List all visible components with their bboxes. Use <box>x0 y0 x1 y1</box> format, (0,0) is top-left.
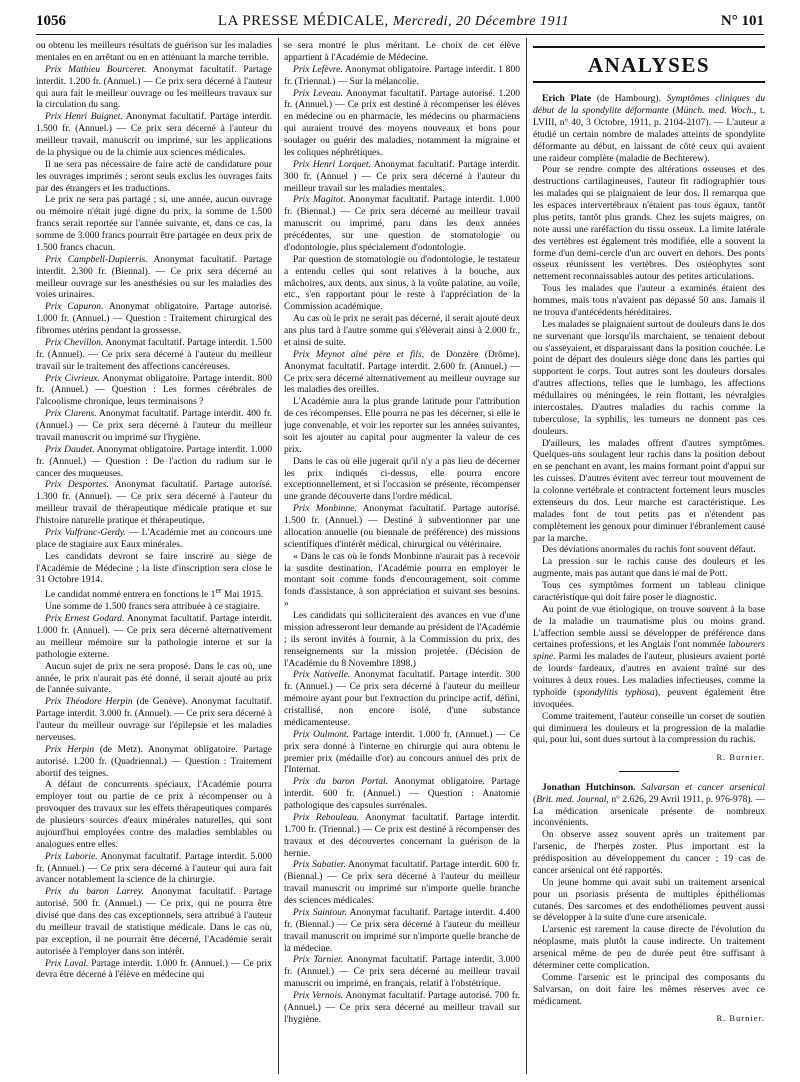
paragraph: Prix Lefèvre. Anonymat obligatoire. Partage interdit. 1 800 fr. (Triennal.) — Sur la mélancolie. <box>284 63 520 87</box>
paragraph: Prix Henri Lorquet. Anonymat facultatif. Partage interdit. 300 fr. (Annuel ) — Ce prix sera décerné à l'auteur du meilleur travail sur les maladies mentales. <box>284 158 520 194</box>
paragraph: Dans le cas où elle jugerait qu'il n'y a pas lieu de décerner les prix indiqués ci-dessus, elle pourra encore exceptionnellement, et si l'occasion se présente, récompenser une grande découverte dans l'ordre médical. <box>284 455 520 503</box>
paragraph: « Dans le cas où le fonds Monbinne n'aurait pas à recevoir la susdite destination, l'Académie pourra en employer le montant soit comme fonds d'encouragement, soit comme fonds d'assistance, à son appréciation et suivant ses besoins. » <box>284 550 520 610</box>
paragraph: Prix Vernois. Anonymat facultatif. Partage autorisé. 700 fr. (Annuel.) — Ce prix sera décerné au meilleur travail sur l'hygiène. <box>284 990 520 1025</box>
paragraph: Les candidats qui solliciteraient des avances en vue d'une mission adresseront leur demande au président de l'Académie ; ils seront invités à fournir, à la Commission du prix, des renseignements sur la mission projetée. (Décision de l'Académie du 8 Novembre 1898.) <box>284 610 520 669</box>
paragraph: Erich Plate (de Hambourg). Symptômes cliniques du début de la spondylite déformante (Münch. med. Woch., t. LVIII, n° 40, 3 Octobre, 1911, p. 2104-2107). — L'auteur a étudié un certain nombre de malades atteints de spondylite déformante au début, en laissant de côté ceux qui avaient une raideur complète (maladie de Bechterew). <box>533 93 765 164</box>
issue-number: N° 101 <box>720 12 764 29</box>
paragraph: D'ailleurs, les malades offrent d'autres symptômes. Quelques-uns soulagent leur rachis dans la position debout en se penchant en avant, les mains formant point d'appui sur les cuisses. D'autres évitent avec terreur tout mouvement de la colonne vertébrale et contractent fortement leurs muscles extenseurs du dos. Leur marche est caractéristique. Les malades font de tout petits pas et n'étendent pas complètement les genoux pour diminuer l'ébranlement causé par la marche. <box>533 437 765 544</box>
paragraph: Prix du baron Larrey. Anonymat facultatif. Partage autorisé. 500 fr. (Annuel.) — Ce prix, qui ne pourra être divisé que dans des cas exceptionnels, sera attribué à l'auteur du meilleur travail de statistique médicale. Dans le cas où, par exception, il ne pourrait être décerné, l'Académie serait autorisée à l'employer dans son intérêt. <box>36 886 272 957</box>
paragraph: Prix Tarnier. Anonymat facultatif. Partage interdit. 3.000 fr. (Annuel.) — Ce prix sera décerné au meilleur travail manuscrit ou imprimé, en français, relatif à l'obstétrique. <box>284 954 520 990</box>
paragraph: Par question de stomatologie ou d'odontologie, le testateur a entendu celles qui sont relatives à la bouche, aux mâchoires, aux dents, aux sinus, à la voûte palatine, au voile, etc., s'en rapportant pour le reste à l'appréciation de la Commission académique. <box>284 253 520 313</box>
page-header <box>36 8 764 35</box>
paragraph: Il ne sera pas nécessaire de faire acte de candidature pour les ouvrages imprimés ; seront seuls exclus les ouvrages faits par des étrangers et les traductions. <box>36 158 272 194</box>
paragraph: Prix Ernest Godard. Anonymat facultatif. Partage interdit. 1.000 fr. (Annuel). — Ce prix sera décerné alternativement au meilleur mémoire sur la pathologie interne et sur la pathologie externe. <box>36 613 272 660</box>
paragraph: Comme traitement, l'auteur conseille un corset de soutien qui diminuera les douleurs et la progression de la maladie qui, pour lui, sont dues surtout à la compression du rachis. <box>533 710 765 746</box>
paragraph: Comme l'arsenic est le principal des composants du Salvarsan, on doit faire les mêmes réserves avec ce médicament. <box>533 971 765 1007</box>
journal-name: LA PRESSE MÉDICALE, <box>217 12 389 29</box>
paragraph: Prix Campbell-Dupierris. Anonymat facultatif. Partage interdit. 2.300 fr. (Biennal). — Ce prix sera décerné au meilleur ouvrage sur les anesthésies ou sur les maladies des voies urinaires. <box>36 253 272 301</box>
journal-title <box>218 13 569 30</box>
paragraph: Prix Rebouleau. Anonymat facultatif. Partage interdit. 1.700 fr. (Triennal.) — Ce prix est destiné à récompenser des travaux et des découvertes concernant la guérison de la hernie. <box>284 811 520 859</box>
paragraph: Prix du baron Portal. Anonymat obligatoire. Partage interdit. 600 fr. (Annuel.) — Question : Anatomie pathologique des capsules surrénales. <box>284 776 520 811</box>
paragraph: Au point de vue étiologique, on trouve souvent à la base de la maladie un traumatisme plus ou moins grand. L'affection semble aussi se développer de préférence dans certaines professions, et les Anglais l'ont nommée labourers spine. Parmi les malades de l'auteur, plusieurs avaient porté de lourds fardeaux, d'autres en avaient traîné sur des voitures à deux roues. Les maladies infectieuses, comme la typhoïde (spondylitis typhosa), peuvent également être invoquées. <box>533 603 765 710</box>
paragraph: On observe assez souvent après un traitement par l'arsenic, de l'herpès zoster. Plus important est la prédisposition au développement du cancer ; 19 cas de cancer arsenical ont été rapportés. <box>533 829 765 876</box>
paragraph: Prix Clarens. Anonymat facultatif. Partage interdit. 400 fr. (Annuel.) — Ce prix sera décerné à l'auteur du meilleur travail manuscrit ou imprimé sur l'hygiène. <box>36 408 272 443</box>
article-separator <box>619 771 679 772</box>
analyses-heading: ANALYSES <box>587 53 711 77</box>
analyses-heading-box <box>533 46 765 83</box>
column-right <box>533 40 765 1074</box>
paragraph: Prix Meynot aîné père et fils, de Donzère (Drôme). Anonymat facultatif. Partage interdit. 2.600 fr. (Annuel.) — Ce prix sera décerné alternativement au meilleur ouvrage sur les maladies des oreilles. <box>284 348 520 396</box>
paragraph: Jonathan Hutchinson. Salvarsan et cancer arsenical (Brit. med. Journal, n° 2.626, 29 Avril 1911, p. 976-978). — La médication arsenicale présente de nombreux inconvénients. <box>533 781 765 829</box>
paragraph: Au cas où le prix ne serait pas décerné, il serait ajouté deux ans plus tard à l'autre somme qui s'élèverait ainsi à 2.000 fr., et ainsi de suite. <box>284 313 520 348</box>
paragraph: Prix Capuron. Anonymat obligatoire. Partage autorisé. 1.000 fr. (Annuel.) — Question : Traitement chirurgical des fibromes utérins pendant la grossesse. <box>36 301 272 336</box>
paragraph: Les candidats devront se faire inscrire au siège de l'Académie de Médecine ; la liste d'inscription sera close le 31 Octobre 1914. <box>36 550 272 586</box>
article-plate <box>533 93 765 746</box>
paragraph: Prix Sabatier. Anonymat facultatif. Partage interdit. 600 fr. (Biennal.) — Ce prix sera décerné à l'auteur du meilleur travail manuscrit ou imprimé sur n'importe quelle branche des sciences médicales. <box>284 859 520 906</box>
paragraph: Prix Leveau. Anonymat facultatif. Partage autorisé. 1.200 fr. (Annuel.) — Ce prix est destiné à récompenser les élèves en médecine ou en pharmacie, les médecins ou pharmaciens qui auraient trouvé des moyens nouveaux et bons pour soulager ou guérir des maladies, notamment la migraine et les coliques néphrétiques. <box>284 87 520 158</box>
paragraph: Tous ces symptômes forment un tableau clinique caractéristique qui doit faire poser le diagnostic. <box>533 580 765 603</box>
paragraph: Des déviations anormales du rachis font souvent défaut. <box>542 544 756 556</box>
paragraph: Prix Saintour. Anonymat facultatif. Partage interdit. 4.400 fr. (Biennal.) — Ce prix sera décerné à l'auteur du meilleur travail manuscrit ou imprimé sur n'importe quelle branche de la médecine. <box>284 906 520 954</box>
paragraph: Prix Daudet. Anonymat obligatoire. Partage interdit. 1.000 fr. (Annuel.) — Question : De l'action du radium sur le cancer des muqueuses. <box>36 443 272 479</box>
paragraph: Un jeune homme qui avait subi un traitement arsenical pour un psoriasis présenta de multiples épithéliomas cutanés. Des sarcomes et des endothéliomes peuvent aussi se développer à la suite d'une cure arsenicale. <box>533 876 765 924</box>
paragraph: A défaut de concurrents spéciaux, l'Académie pourra employer tout ou partie de ce prix à récompenser ou à provoquer des travaux sur les effets thérapeutiques comparés de plusieurs sources d'eaux minérales naturelles, qui sont aujourd'hui employées contre des maladies semblables ou analogues entre elles. <box>36 779 272 850</box>
column-rule-1 <box>278 38 279 1074</box>
column-left <box>36 40 272 1074</box>
paragraph: Prix Magitot. Anonymat facultatif. Partage interdit. 1.000 fr. (Biennal.) — Ce prix sera décerné au meilleur travail manuscrit ou imprimé, paru dans les deux années précédentes, sur une question de stomatologie ou d'odontologie, plus spécialement d'odontologie. <box>284 194 520 253</box>
paragraph: Prix Herpin (de Metz). Anonymat obligatoire. Partage autorisé. 1.200 fr. (Quadriennal.) — Question : Traitement abortif des teignes. <box>36 743 272 779</box>
paragraph: Tous les malades que l'auteur a examinés étaient des hommes, mais tous n'avaient pas dépassé 50 ans. Jamais il ne trouva d'antécédents héréditaires. <box>533 283 765 318</box>
article-signature: R. Burnier. <box>716 1013 765 1024</box>
paragraph: Prix Civrieux. Anonymat obligatoire. Partage interdit. 800 fr. (Annuel.) — Question : Les formes cérébrales de l'alcoolisme chronique, leurs terminaisons ? <box>36 372 272 408</box>
paragraph: Prix Oulmont. Partage interdit. 1.000 fr. (Annuel.) — Ce prix sera donné à l'interne en chirurgie qui aura obtenu le premier prix (médaille d'or) au concours annuel des prix de l'Internat. <box>284 728 520 776</box>
paragraph: L'Académie aura la plus grande latitude pour l'attribution de ces récompenses. Elle pourra ne pas les décerner, si elle le juge convenable, et voir les reporter sur les années suivantes, soit les ajouter au capital pour augmenter la valeur de ces prix. <box>284 396 520 455</box>
paragraph: Prix Henri Buignet. Anonymat facultatif. Partage interdit. 1.500 fr. (Annuel.) — Ce prix sera décerné à l'auteur du meilleur travail, manuscrit ou imprimé, sur les applications de la physique ou de la chimie aux sciences médicales. <box>36 111 272 158</box>
paragraph: Le prix ne sera pas partagé ; si, une année, aucun ouvrage ou mémoire n'était jugé digne du prix, la somme de 1.500 francs serait reportée sur l'année suivante, et, dans ce cas, la somme de 3.000 francs pourrait être partagée en deux prix de 1.500 francs chacun. <box>36 194 272 253</box>
paragraph: Prix Laval. Partage interdit. 1.000 fr. (Annuel.) — Ce prix devra être décerné à l'élève en médecine qui <box>36 957 272 981</box>
paragraph: L'arsenic est rarement la cause directe de l'évolution du néoplasme, mais plutôt la cause indirecte. Un traitement arsenical même de peu de durée peut être suffisant à déterminer cette complication. <box>533 924 765 971</box>
paragraph: Prix Théodore Herpin (de Genève). Anonymat facultatif. Partage interdit. 3.000 fr. (Annuel). — Ce prix sera décerné à l'auteur du meilleur ouvrage sur l'épilepsie et les maladies nerveuses. <box>36 696 272 743</box>
paragraph: se sera montré le plus méritant. Le choix de cet élève appartient à l'Académie de Médecine. <box>284 40 520 63</box>
paragraph: Prix Mathieu Bourceret. Anonymat facultatif. Partage interdit. 1.200 fr. (Annuel.) — Ce prix sera décerné à l'auteur qui aura fait le meilleur ouvrage ou les meilleurs travaux sur la circulation du sang. <box>36 63 272 111</box>
column-middle <box>284 40 520 1074</box>
paragraph: Prix Chevillon. Anonymat facultatif. Partage interdit. 1.500 fr. (Annuel). — Ce prix sera décerné à l'auteur du meilleur travail sur le traitement des affections cancéreuses. <box>36 336 272 372</box>
paragraph: Les malades se plaignaient surtout de douleurs dans le dos ne survenant que lorsqu'ils marchaient, se tenaient debout ou s'asseyaient, et disparaissant dans la position couchée. Le point de départ des douleurs siège donc dans les parties qui supportent le corps. Tout autres sont les douleurs dorsales d'autres affections, telles que le lumbago, les affections médullaires ou méningées, le rein flottant, les névralgies intercostales. D'autres maladies du rachis comme la tuberculose, la syphilis, les tumeurs ne donnent pas ces douleurs. <box>533 318 765 437</box>
paragraph: Le candidat nommé entrera en fonctions le 1er Mai 1915. <box>45 586 264 601</box>
paragraph: Prix Vulfranc-Gerdy. — L'Académie met au concours une place de stagiaire aux Eaux minérales. <box>36 526 272 550</box>
issue-date: Mercredi, 20 Décembre 1911 <box>392 13 569 29</box>
paragraph: Prix Desportes. Anonymat facultatif. Partage autorisé. 1.300 fr. (Annuel). — Ce prix sera décerné à l'auteur du meilleur travail de thérapeutique médicale pratique et sur l'histoire naturelle pratique et thérapeutique. <box>36 479 272 526</box>
paragraph: Une somme de 1.500 francs sera attribuée à ce stagiaire. <box>45 601 260 613</box>
paragraph: La pression sur le rachis cause des douleurs et les augmente, mais pas autant que dans le mal de Pott. <box>533 556 765 580</box>
paragraph: Pour se rendre compte des altérations osseuses et des destructions cartilagineuses, l'auteur fit radiographier tous les malades qui se plaignaient de leur dos. Il remarqua que les espaces intervertébraux n'étaient pas tous égaux, tantôt plus petits, tantôt plus grands. Chez les sujets maigres, on note aussi une raréfaction du tissu osseux. La limite latérale des vertèbres est également très modifiée, elle a souvent la forme d'un demi-cercle d'un arc ouvert en dehors. Des ponts osseux réunissent les vertèbres. Des ostéophytes sont nettement reconnaissables autour des petites articulations. <box>533 164 765 283</box>
paragraph: ou obtenu les meilleurs résultats de guérison sur les maladies mentales en en arrêtant ou en en atténuant la marche terrible. <box>36 40 272 63</box>
paragraph: Prix Monbinne. Anonymat facultatif. Partage autorisé. 1.500 fr. (Annuel.) — Destiné à subventionner par une allocation annuelle (ou biennale de préférence) des missions scientifiques d'intérêt médical, chirurgical ou vétérinaire. <box>284 503 520 550</box>
article-signature: R. Burnier. <box>716 752 765 763</box>
paragraph: Prix Nativelle. Anonymat facultatif. Partage interdit. 300 fr. (Annuel.) — Ce prix sera décerné à l'auteur du meilleur mémoire ayant pour but l'extraction du principe actif, défini, cristallisé, non encore isolé, d'une substance médicamenteuse. <box>284 669 520 728</box>
paragraph: Aucun sujet de prix ne sera proposé. Dans le cas où, une année, le prix n'aurait pas été donné, il serait ajouté au prix de l'année suivante. <box>36 660 272 696</box>
column-rule-2 <box>526 38 527 1074</box>
paragraph: Prix Laborie. Anonymat facultatif. Partage interdit. 5.000 fr. (Annuel.) — Ce prix sera décerné à l'auteur qui aura fait avancer notablement la science de la chirurgie. <box>36 850 272 886</box>
page-number: 1056 <box>36 12 66 29</box>
article-hutchinson <box>533 782 765 1008</box>
